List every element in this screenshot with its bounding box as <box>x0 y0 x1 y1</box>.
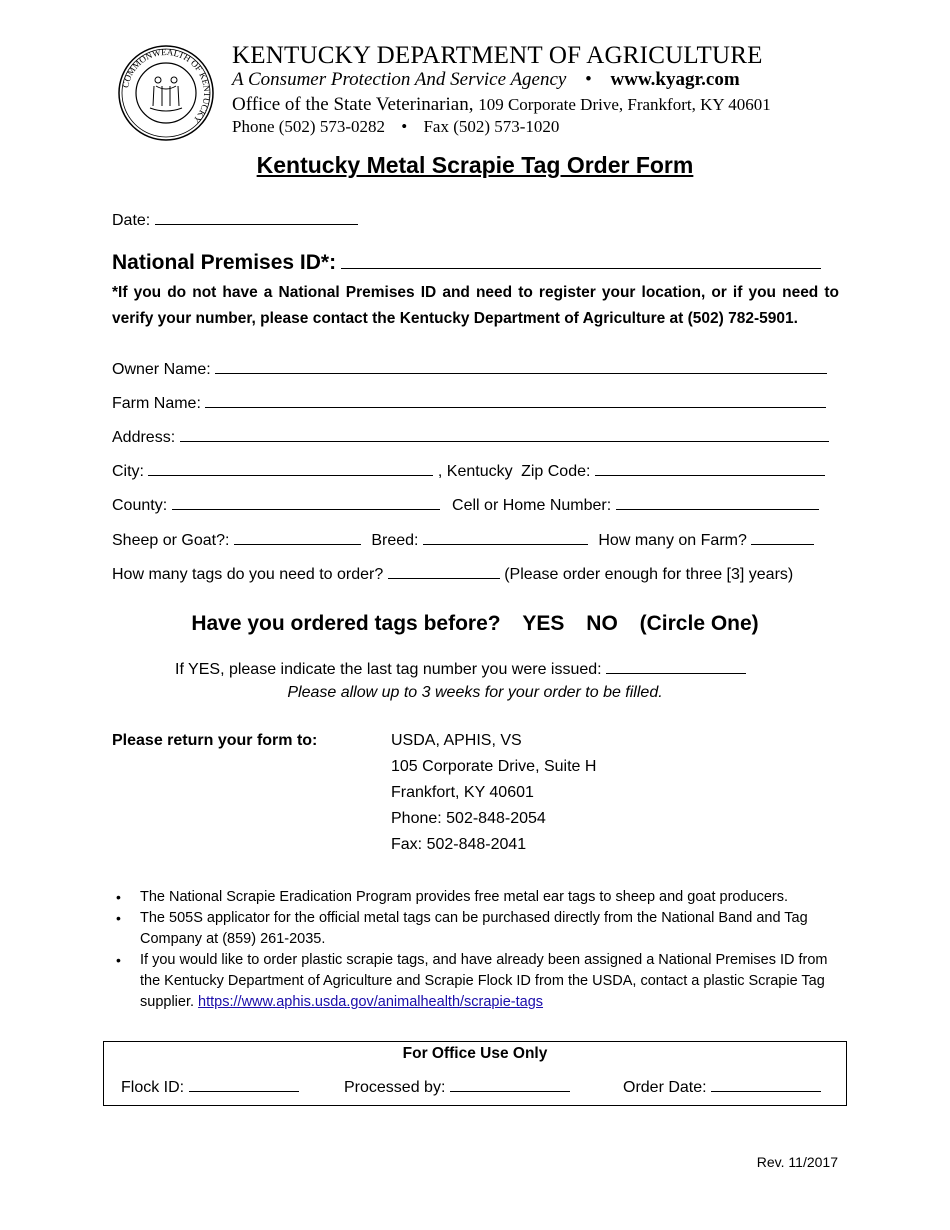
last-tag-label: If YES, please indicate the last tag number you were issued: <box>175 661 602 678</box>
office-name: Office of the State Veterinarian, <box>232 94 474 115</box>
zip-label: Zip Code: <box>521 463 591 480</box>
owner-name-field[interactable] <box>215 359 827 374</box>
separator-bullet-2: • <box>401 117 408 136</box>
processed-row <box>344 1077 570 1097</box>
circle-one-hint: (Circle One) <box>639 612 759 635</box>
npid-label: National Premises ID*: <box>112 251 337 274</box>
bullet-item <box>112 887 842 908</box>
tags-label: How many tags do you need to order? <box>112 566 384 583</box>
tags-row <box>112 564 793 584</box>
breed-label: Breed: <box>371 532 419 549</box>
state-seal-logo <box>116 44 216 142</box>
ordered-question-text: Have you ordered tags before? <box>191 612 501 635</box>
tags-count-field[interactable] <box>388 564 500 579</box>
bullet-item <box>112 950 842 1013</box>
last-tag-field[interactable] <box>606 659 746 674</box>
npid-row <box>112 250 821 275</box>
owner-label: Owner Name: <box>112 361 211 378</box>
revision-date: Rev. 11/2017 <box>756 1154 838 1170</box>
agency-tagline <box>232 69 740 91</box>
farm-count-field[interactable] <box>751 530 814 545</box>
allow-time-note: Please allow up to 3 weeks for your order to be filled. <box>287 684 663 701</box>
tags-note: (Please order enough for three [3] years) <box>504 566 794 583</box>
address-label: Address: <box>112 429 176 446</box>
fax-number: Fax (502) 573-1020 <box>423 117 560 136</box>
flock-id-label: Flock ID: <box>121 1079 185 1096</box>
animal-row <box>112 530 814 550</box>
contact-line <box>232 117 559 137</box>
address-row <box>112 427 829 447</box>
county-field[interactable] <box>172 495 440 510</box>
agency-text: A Consumer Protection And Service Agency <box>232 69 567 90</box>
species-field[interactable] <box>234 530 361 545</box>
npid-field[interactable] <box>341 250 821 269</box>
county-label: County: <box>112 497 168 514</box>
return-line-2: 105 Corporate Drive, Suite H <box>391 758 597 775</box>
state-text: , Kentucky <box>437 463 513 480</box>
separator-bullet: • <box>585 69 592 90</box>
svg-text:COMMONWEALTH OF KENTUCKY: COMMONWEALTH OF KENTUCKY <box>120 46 213 126</box>
flock-id-field[interactable] <box>189 1077 299 1092</box>
bullet-text-3: If you would like to order plastic scrapie tags, and have already been assigned a National Premises ID from the Kentucky Department of Agriculture and Scrapie Flock ID from the USDA, contact a plastic Scrapie Tag supplier. <box>140 952 828 1010</box>
return-label: Please return your form to: <box>112 732 318 749</box>
date-field[interactable] <box>155 210 358 225</box>
return-line-3: Frankfort, KY 40601 <box>391 784 534 801</box>
date-label: Date: <box>112 212 151 229</box>
flock-id-row <box>121 1077 299 1097</box>
no-option[interactable]: NO <box>586 612 618 635</box>
form-title: Kentucky Metal Scrapie Tag Order Form <box>256 152 694 178</box>
city-row <box>112 461 825 481</box>
order-date-label: Order Date: <box>623 1079 707 1096</box>
order-date-row <box>623 1077 821 1097</box>
county-row <box>112 495 819 515</box>
return-line-5: Fax: 502-848-2041 <box>391 836 527 853</box>
city-field[interactable] <box>148 461 433 476</box>
office-use-title: For Office Use Only <box>402 1045 548 1062</box>
scrapie-tags-link[interactable]: https://www.aphis.usda.gov/animalhealth/scrapie-tags <box>198 994 544 1010</box>
return-line-4: Phone: 502-848-2054 <box>391 810 546 827</box>
date-row <box>112 210 358 230</box>
npid-note: *If you do not have a National Premises ID and need to register your location, or if you need to verify your number, please contact the Kentucky Department of Agriculture at (502) 782-5901. <box>112 284 839 327</box>
office-line <box>232 94 771 116</box>
processed-field[interactable] <box>450 1077 570 1092</box>
farm-row <box>112 393 826 413</box>
farm-name-field[interactable] <box>205 393 826 408</box>
last-tag-row <box>175 659 746 679</box>
office-address: 109 Corporate Drive, Frankfort, KY 40601 <box>478 95 771 114</box>
farm-label: Farm Name: <box>112 395 201 412</box>
address-field[interactable] <box>180 427 829 442</box>
zip-field[interactable] <box>595 461 825 476</box>
city-label: City: <box>112 463 144 480</box>
phone-label: Cell or Home Number: <box>452 497 612 514</box>
processed-label: Processed by: <box>344 1079 446 1096</box>
owner-row <box>112 359 827 379</box>
species-label: Sheep or Goat?: <box>112 532 230 549</box>
phone-field[interactable] <box>616 495 819 510</box>
bullet-text-2: The 505S applicator for the official metal tags can be purchased directly from the National Band and Tag Company at (859) 261-2035. <box>140 910 808 947</box>
info-bullet-list <box>112 887 842 1013</box>
farm-count-label: How many on Farm? <box>598 532 747 549</box>
return-line-1: USDA, APHIS, VS <box>391 732 522 749</box>
ordered-before-question <box>0 612 950 636</box>
order-date-field[interactable] <box>711 1077 821 1092</box>
bullet-text-1: The National Scrapie Eradication Program provides free metal ear tags to sheep and goat producers. <box>140 889 789 905</box>
office-use-box <box>103 1041 847 1106</box>
breed-field[interactable] <box>423 530 588 545</box>
bullet-item <box>112 908 842 950</box>
yes-option[interactable]: YES <box>522 612 565 635</box>
website: www.kyagr.com <box>610 69 740 90</box>
phone-number: Phone (502) 573-0282 <box>232 117 385 136</box>
department-name: KENTUCKY DEPARTMENT OF AGRICULTURE <box>232 42 763 69</box>
